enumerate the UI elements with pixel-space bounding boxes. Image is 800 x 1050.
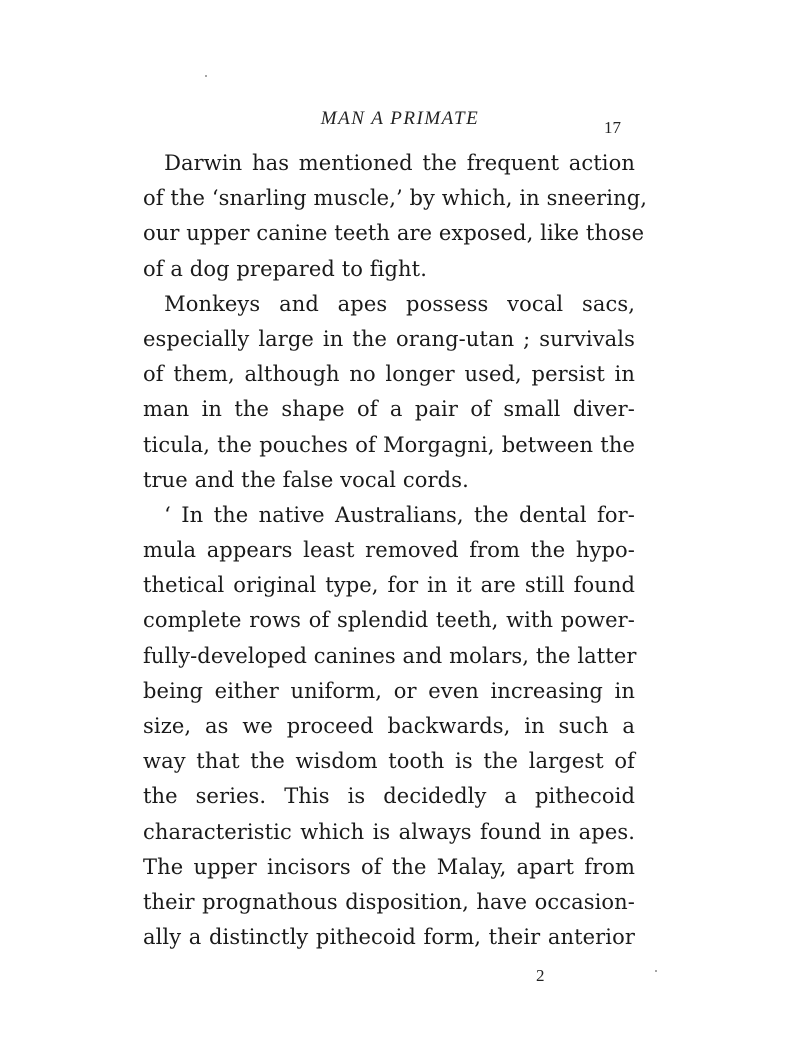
text-line: the series. This is decidedly a pithecoid — [143, 784, 635, 809]
signature-mark: 2 — [536, 966, 545, 985]
text-line: size, as we proceed backwards, in such a — [143, 714, 635, 738]
text-line: of them, although no longer used, persist in — [143, 362, 635, 387]
running-head: MAN A PRIMATE — [320, 108, 480, 129]
body-text — [143, 146, 648, 955]
text-line: ‘ In the native Australians, the dental for- — [143, 502, 635, 527]
text-line: being either uniform, or even increasing in — [143, 678, 635, 703]
text-line: of the ‘snarling muscle,’ by which, in sneering, — [143, 186, 648, 211]
text-line: especially large in the orang-utan ; survivals — [143, 326, 635, 351]
text-line: mula appears least removed from the hypo- — [143, 538, 635, 563]
page-number: 17 — [604, 118, 621, 137]
paper-speck — [205, 75, 207, 77]
text-line: our upper canine teeth are exposed, like those — [143, 221, 645, 246]
text-line: their prognathous disposition, have occasion- — [143, 889, 635, 914]
text-line: thetical original type, for in it are still found — [143, 573, 635, 598]
text-line: ticula, the pouches of Morgagni, between the — [143, 432, 635, 457]
text-line: characteristic which is always found in apes. — [143, 819, 635, 844]
text-line: Monkeys and apes possess vocal sacs, — [143, 291, 635, 316]
text-line: Darwin has mentioned the frequent action — [143, 151, 635, 175]
text-line: fully-developed canines and molars, the latter — [143, 643, 637, 668]
paper-speck — [655, 970, 657, 972]
text-line: ally a distinctly pithecoid form, their anterior — [143, 925, 635, 950]
text-line: true and the false vocal cords. — [143, 467, 469, 492]
text-line: man in the shape of a pair of small diver- — [143, 397, 635, 422]
text-line: way that the wisdom tooth is the largest of — [143, 749, 635, 774]
text-line: of a dog prepared to fight. — [143, 256, 427, 281]
text-line: The upper incisors of the Malay, apart from — [143, 854, 635, 879]
text-line: complete rows of splendid teeth, with power- — [143, 608, 635, 633]
